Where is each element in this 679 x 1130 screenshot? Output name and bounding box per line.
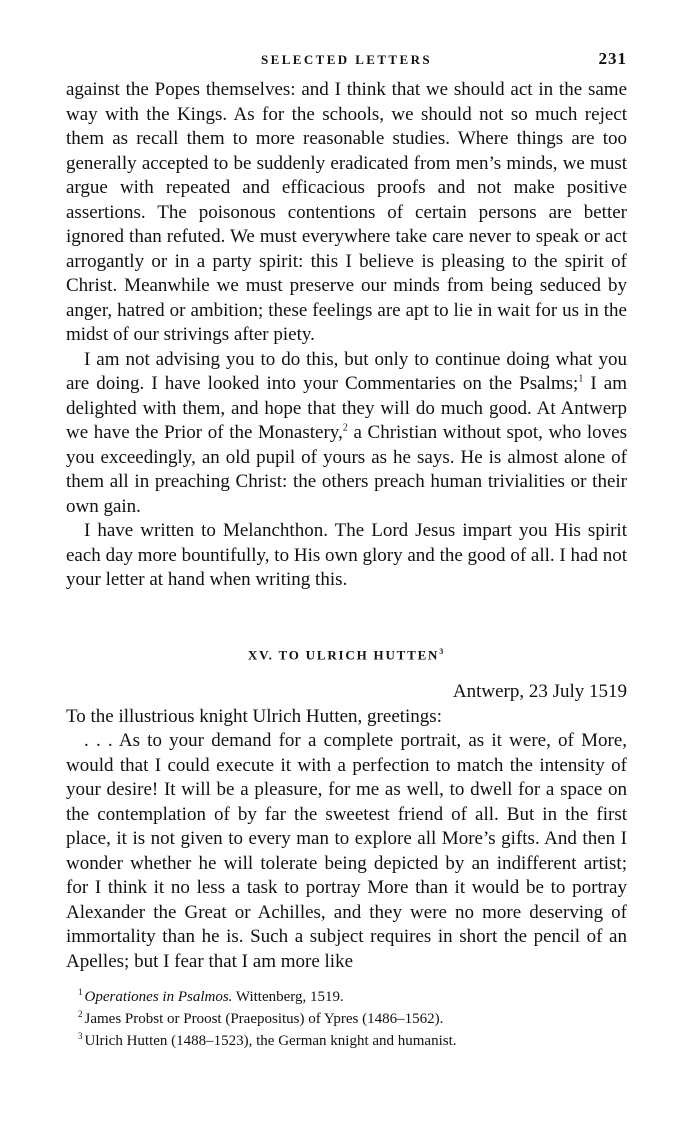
footnote-3 <box>66 1030 627 1052</box>
paragraph <box>66 348 627 520</box>
footnote-1 <box>66 986 627 1008</box>
footnote-ref-2[interactable]: 2 <box>342 422 348 434</box>
footnotes <box>66 986 627 1052</box>
footnote-number: 3 <box>78 1031 83 1042</box>
dateline: Antwerp, 23 July 1519 <box>452 681 627 703</box>
footnote-number: 1 <box>78 987 83 998</box>
running-title: SELECTED LETTERS <box>261 52 432 67</box>
paragraph-text: a Christian without spot, who loves you exceedingly, an old pupil of yours as he says. He is almost alone of them all in preaching Christ: the others preach human trivialities or their own gain. <box>66 422 627 517</box>
footnote-number: 2 <box>78 1009 83 1020</box>
paragraph <box>66 519 627 593</box>
footnote-title: Operationes in Psalmos. <box>84 989 233 1006</box>
paragraph-text: against the Popes themselves: and I think that we should act in the same way with the Kings. As for the schools, we should not so much reject them as recall them to more reasonable studies. Where things are too generally accepted to be suddenly eradicated from men’s minds, we must argue with repeated and efficacious proofs and not make positive assertions. The poisonous contentions of certain persons are better ignored than refuted. We must everywhere take care never to speak or act arrogantly or in a party spirit: this I believe is pleasing to the spirit of Christ. Meanwhile we must preserve our minds from being seduced by anger, hatred or ambition; these feelings are apt to lie in wait for us in the midst of our strivings after piety. <box>66 79 627 345</box>
book-page <box>66 48 627 1052</box>
running-head <box>66 48 627 78</box>
body-text <box>66 78 627 974</box>
paragraph-text: I have written to Melanchthon. The Lord Jesus impart you His spirit each day more bountifully, to His own glory and the good of all. I had not your letter at hand when writing this. <box>66 520 627 590</box>
paragraph-text: I am delighted with them, and hope that they will do much good. At Antwerp we have the Prior of the Monastery, <box>66 373 627 443</box>
letter-body: . . . As to your demand for a complete portrait, as it were, of More, would that I could execute it with a perfection to match the intensity of your desire! It will be a pleasure, for me as well, to dwell for a space on the contemplation of by far the sweetest friend of all. But in the first place, it is not given to every man to explore all More’s gifts. And then I wonder whether he will tolerate being depicted by an indifferent artist; for I think it no less a task to portray More than it would be to portray Alexander the Great or Achilles, and they were no more deserving of immortality than he is. Such a subject requires in short the pencil of an Apelles; but I fear that I am more like <box>66 730 627 972</box>
footnote-ref-1[interactable]: 1 <box>578 373 584 385</box>
letter-heading-text: XV. TO ULRICH HUTTEN <box>247 646 440 662</box>
paragraph-text: I am not advising you to do this, but only to continue doing what you are doing. I have looked into your Commentaries on the Psalms; <box>66 348 627 394</box>
footnote-text: James Probst or Proost (Praepositus) of Ypres (1486–1562). <box>84 1011 444 1028</box>
footnote-text: Ulrich Hutten (1488–1523), the German knight and humanist. <box>84 1033 457 1050</box>
salutation: To the illustrious knight Ulrich Hutten, greetings: <box>66 705 442 727</box>
paragraph <box>66 78 627 348</box>
footnote-text: Wittenberg, 1519. <box>232 989 344 1006</box>
letter-heading <box>66 640 627 668</box>
footnote-ref-3[interactable]: 3 <box>439 646 446 656</box>
page-number: 231 <box>598 49 627 68</box>
footnote-2 <box>66 1008 627 1030</box>
